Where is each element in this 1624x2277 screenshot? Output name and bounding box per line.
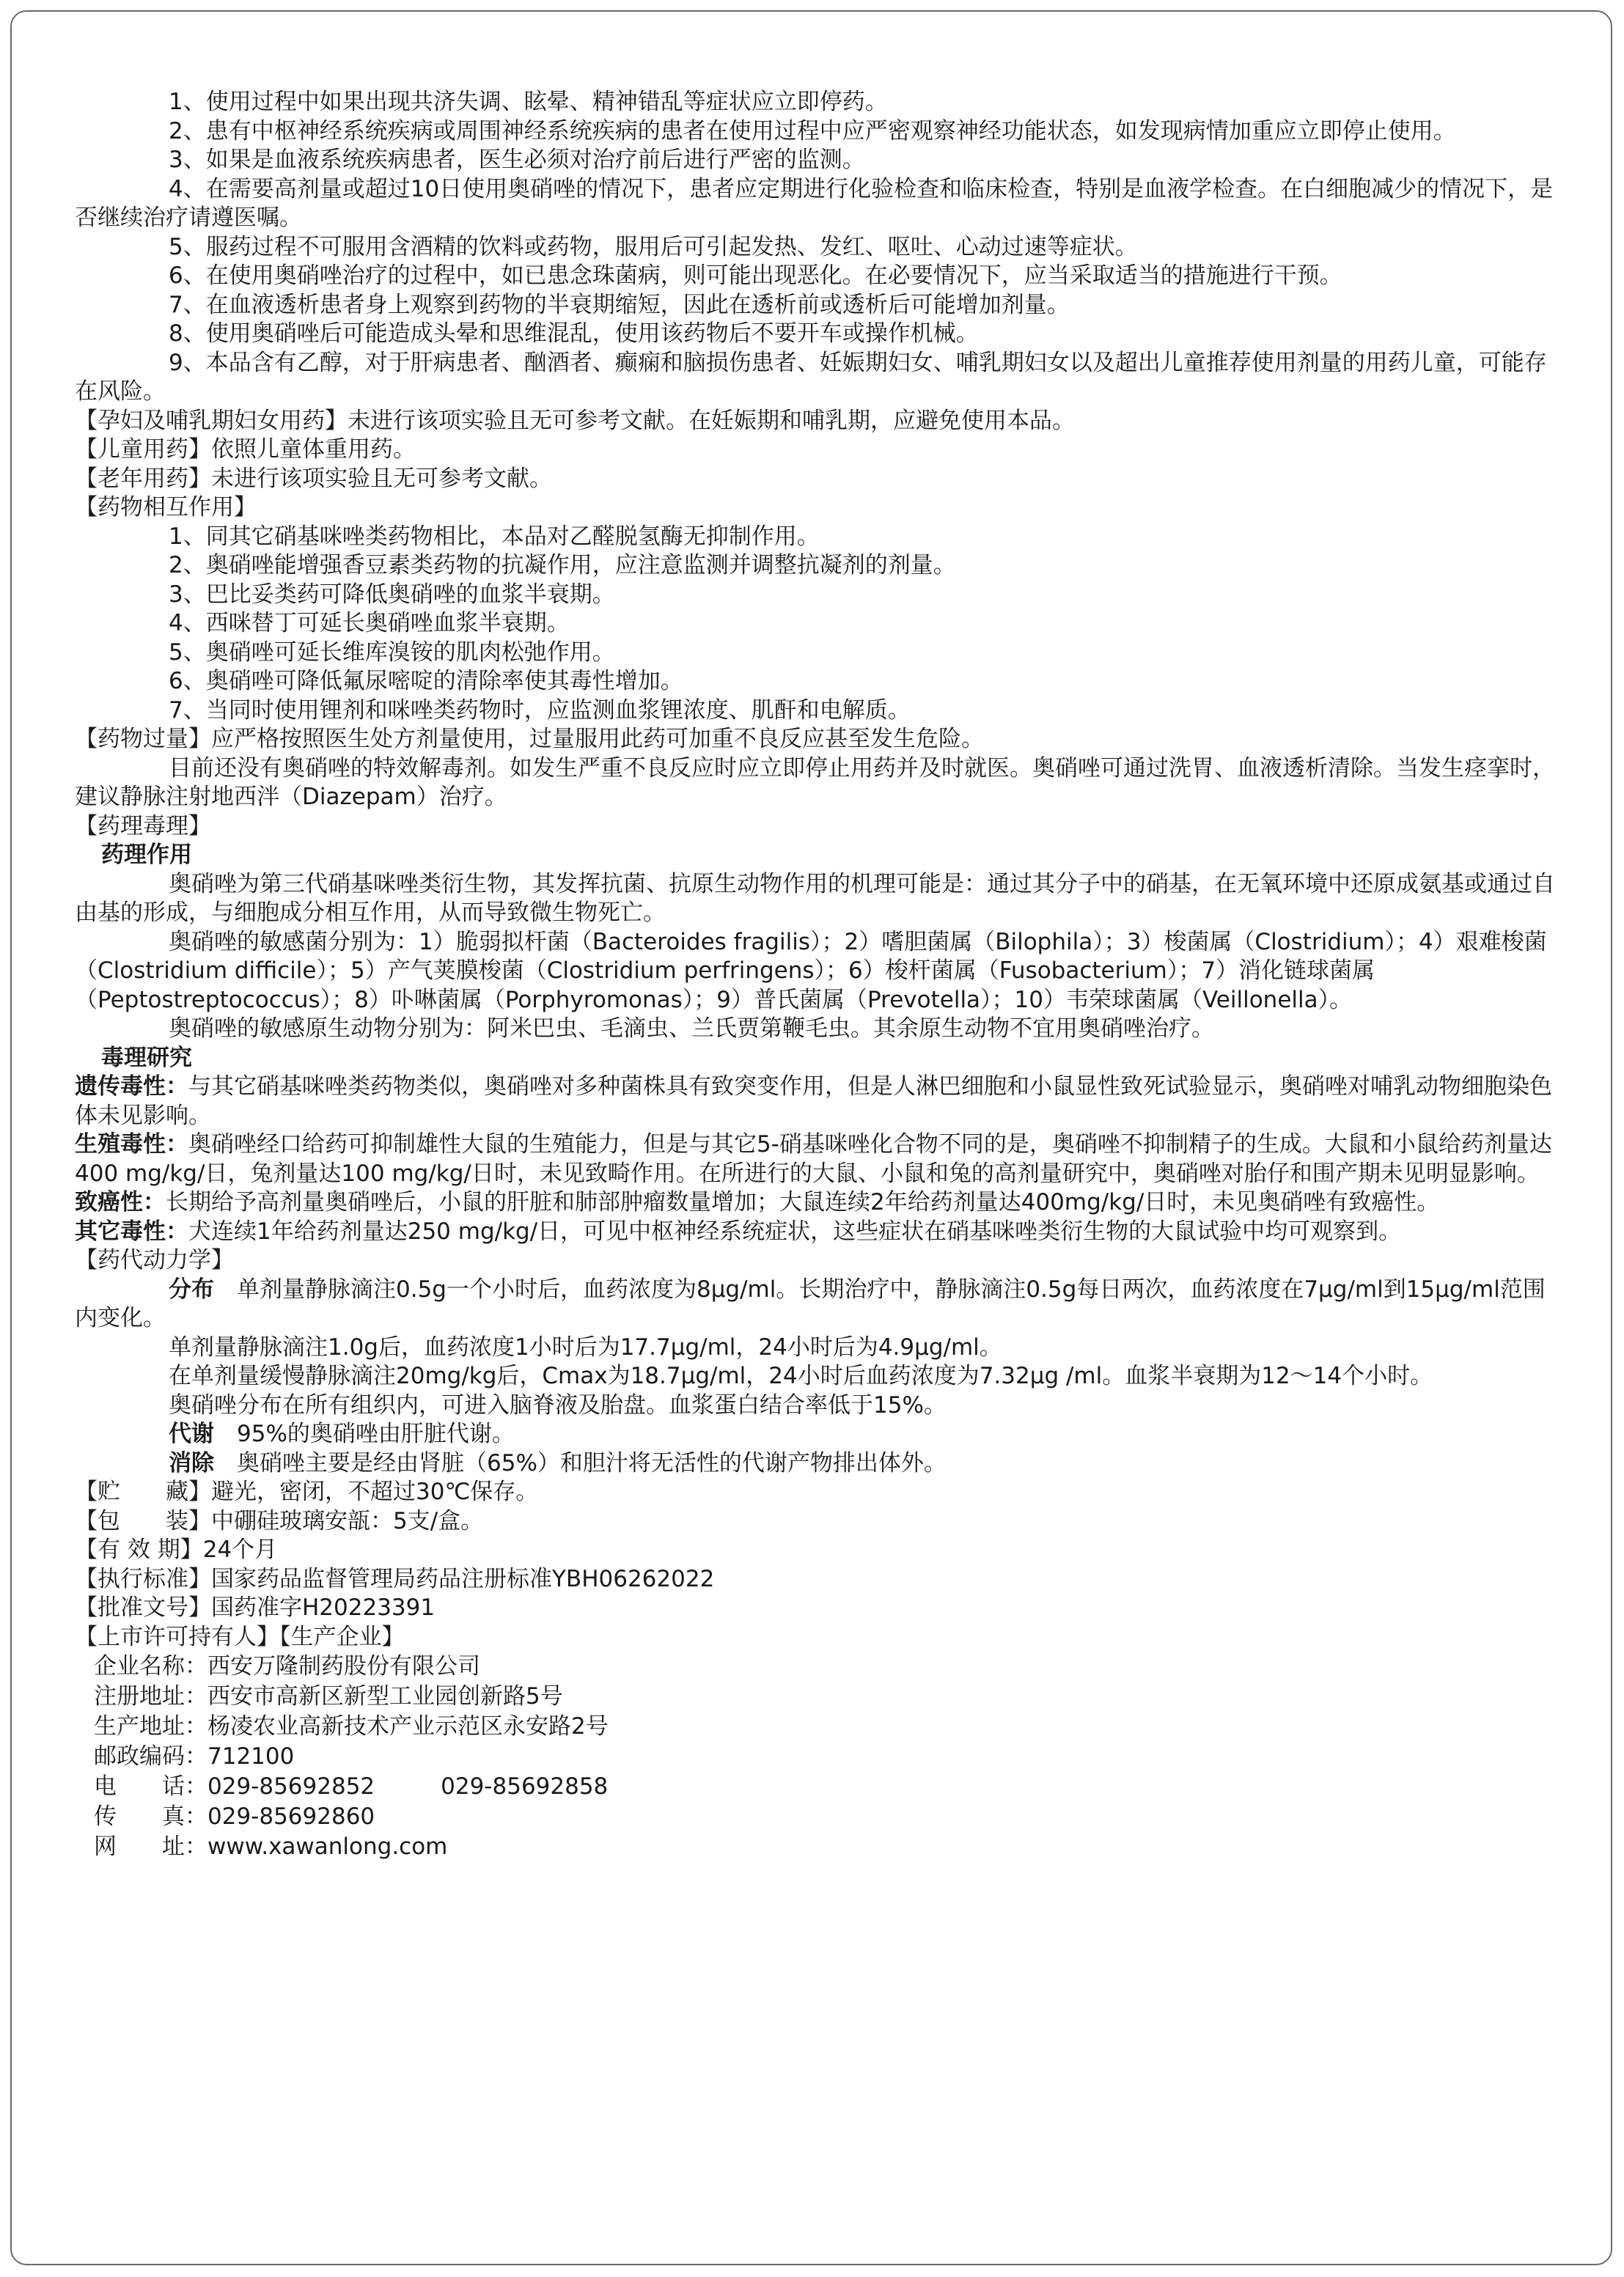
interaction-item: 5、奥硝唑可延长维库溴铵的肌肉松弛作用。 (169, 639, 615, 666)
section-text: 未进行该项实验且无可参考文献。 (211, 465, 552, 492)
production-address: 杨凌农业高新技术产业示范区永安路2号 (207, 1713, 609, 1740)
pharmacology-paragraph: 奥硝唑的敏感原生动物分别为：阿米巴虫、毛滴虫、兰氏贾第鞭毛虫。其余原生动物不宜用奥硝唑治疗。 (169, 1015, 1214, 1042)
warning-item: 9、本品含有乙醇，对于肝病患者、酗酒者、癫痫和脑损伤患者、妊娠期妇女、哺乳期妇女以及超出儿童推荐使用剂量的用药儿童，可能存在风险。 (75, 349, 1547, 405)
carcinogenicity-text: 长期给予高剂量奥硝唑后，小鼠的肝脏和肺部肿瘤数量增加；大鼠连续2年给药剂量达400mg/kg/日时，未见奥硝唑有致癌性。 (166, 1189, 1440, 1215)
pharmacology-heading: 【药理毒理】 (75, 812, 211, 839)
approval-section (75, 1594, 1567, 1623)
website-row (75, 1832, 1567, 1862)
warning-item: 6、在使用奥硝唑治疗的过程中，如已患念珠菌病，则可能出现恶化。在必要情况下，应当采取适当的措施进行干预。 (169, 262, 1342, 289)
pk-distribution-label: 分布 (169, 1276, 214, 1303)
section-label: 【儿童用药】 (75, 436, 211, 463)
pk-elimination (75, 1449, 1567, 1479)
toxicology-title: 毒理研究 (101, 1044, 192, 1071)
pk-metabolism (75, 1420, 1567, 1449)
section-text: 依照儿童体重用药。 (211, 436, 416, 463)
standard-section (75, 1565, 1567, 1594)
telephone-row (75, 1772, 1567, 1802)
section-label: 【有 效 期】 (75, 1537, 203, 1563)
telephone-2: 029-85692858 (441, 1773, 609, 1800)
info-label: 生产地址： (94, 1713, 207, 1740)
section-label: 【批准文号】 (75, 1594, 211, 1621)
section-label: 【贮 藏】 (75, 1479, 211, 1505)
warning-item: 4、在需要高剂量或超过10日使用奥硝唑的情况下，患者应定期进行化验检查和临床检查，特别是血液学检查。在白细胞减少的情况下，是否继续治疗请遵医嘱。 (75, 175, 1554, 231)
genetic-toxicity-label: 遗传毒性： (75, 1073, 188, 1100)
section-text: 国家药品监督管理局药品注册标准YBH06262022 (211, 1565, 715, 1592)
pk-metabolism-label: 代谢 (169, 1421, 214, 1447)
children-section (75, 435, 1567, 465)
validity-section (75, 1536, 1567, 1565)
pharmacology-action-title: 药理作用 (101, 842, 192, 868)
other-toxicity-label: 其它毒性： (75, 1218, 188, 1245)
section-text: 未进行该项实验且无可参考文献。在妊娠期和哺乳期，应避免使用本品。 (348, 407, 1075, 434)
pk-metabolism-text: 95%的奥硝唑由肝脏代谢。 (237, 1421, 515, 1447)
section-text: 24个月 (202, 1537, 278, 1563)
pk-paragraph: 在单剂量缓慢静脉滴注20mg/kg后，Cmax为18.7μg/ml，24小时后血药浓度为7.32μg /ml。血浆半衰期为12～14个小时。 (169, 1363, 1433, 1389)
section-label: 【老年用药】 (75, 465, 211, 492)
pk-elimination-text: 奥硝唑主要是经由肾脏（65%）和胆汁将无活性的代谢产物排出体外。 (237, 1449, 947, 1476)
fax-number: 029-85692860 (207, 1803, 375, 1830)
reproductive-toxicity-text: 奥硝唑经口给药可抑制雄性大鼠的生殖能力，但是与其它5-硝基咪唑化合物不同的是，奥硝唑不抑制精子的生成。大鼠和小鼠给药剂量达400 mg/kg/日，兔剂量达100 mg/kg/日时，未见致畸作用。在所进行的大鼠、小鼠和兔的高剂量研究中，奥硝唑对胎仔和围产期未见明显影响。 (75, 1131, 1552, 1187)
company-name-row (75, 1652, 1567, 1682)
interaction-item: 6、奥硝唑可降低氟尿嘧啶的清除率使其毒性增加。 (169, 668, 683, 694)
interaction-item: 7、当同时使用锂剂和咪唑类药物时，应监测血浆锂浓度、肌酐和电解质。 (169, 696, 911, 724)
registered-address: 西安市高新区新型工业园创新路5号 (207, 1683, 563, 1710)
section-text: 避光，密闭，不超过30℃保存。 (211, 1479, 539, 1505)
warning-item: 7、在血液透析患者身上观察到药物的半衰期缩短，因此在透析前或透析后可能增加剂量。 (169, 291, 1070, 318)
website-url: www.xawanlong.com (207, 1833, 448, 1860)
holder-heading: 【上市许可持有人】【生产企业】 (75, 1623, 405, 1650)
interaction-item: 4、西咪替丁可延长奥硝唑血浆半衰期。 (169, 610, 570, 636)
elderly-section (75, 465, 1567, 494)
section-label: 【药物过量】 (75, 726, 211, 752)
pharmacology-paragraph: 奥硝唑为第三代硝基咪唑类衍生物，其发挥抗菌、抗原生动物作用的机理可能是：通过其分子中的硝基，在无氧环境中还原成氨基或通过自由基的形成，与细胞成分相互作用，从而导致微生物死亡。 (75, 870, 1555, 926)
info-label: 网 址： (94, 1833, 207, 1860)
info-label: 注册地址： (94, 1683, 207, 1710)
pregnancy-section (75, 407, 1567, 436)
pk-paragraph: 单剂量静脉滴注1.0g后，血药浓度1小时后为17.7μg/ml，24小时后为4.9μg/ml。 (169, 1334, 1002, 1361)
interactions-heading: 【药物相互作用】 (75, 494, 257, 520)
pharmacology-paragraph: 奥硝唑的敏感菌分别为：1）脆弱拟杆菌（Bacteroides fragilis）；2）嗜胆菌属（Bilophila）；3）梭菌属（Clostridium）；4）艰难梭菌（Clostridium difficile）；5）产气荚膜梭菌（Clostridium perfringens）；6）梭杆菌属（Fusobacterium）；7）消化链球菌属（Peptostreptococcus）；8）卟啉菌属（Porphyromonas）；9）普氏菌属（Prevotella）；10）韦荣球菌属（Veillonella）。 (75, 928, 1547, 1013)
overdose-text-2: 目前还没有奥硝唑的特效解毒剂。如发生严重不良反应时应立即停止用药并及时就医。奥硝唑可通过洗胃、血液透析清除。当发生痉挛时，建议静脉注射地西泮（Diazepam）治疗。 (75, 754, 1555, 810)
production-address-row (75, 1712, 1567, 1742)
pk-paragraph: 奥硝唑分布在所有组织内，可进入脑脊液及胎盘。血浆蛋白结合率低于15%。 (169, 1391, 947, 1419)
genetic-toxicity (75, 1073, 1567, 1130)
reproductive-toxicity-label: 生殖毒性： (75, 1131, 188, 1158)
info-label: 邮政编码： (94, 1743, 207, 1770)
postal-code: 712100 (207, 1743, 295, 1770)
carcinogenicity-label: 致癌性： (75, 1189, 166, 1215)
warning-item: 1、使用过程中如果出现共济失调、眩晕、精神错乱等症状应立即停药。 (169, 89, 888, 115)
warning-item: 2、患有中枢神经系统疾病或周围神经系统疾病的患者在使用过程中应严密观察神经功能状态，如发现病情加重应立即停止使用。 (169, 117, 1456, 144)
pk-distribution-text: 单剂量静脉滴注0.5g一个小时后，血药浓度为8μg/ml。长期治疗中，静脉滴注0.5g每日两次，血药浓度在7μg/ml到15μg/ml范围内变化。 (75, 1276, 1546, 1331)
pk-distribution (75, 1276, 1567, 1334)
interaction-item: 1、同其它硝基咪唑类药物相比，本品对乙醛脱氢酶无抑制作用。 (169, 523, 820, 550)
company-name: 西安万隆制药股份有限公司 (207, 1653, 480, 1680)
genetic-toxicity-text: 与其它硝基咪唑类药物类似，奥硝唑对多种菌株具有致突变作用，但是人淋巴细胞和小鼠显性致死试验显示，奥硝唑对哺乳动物细胞染色体未见影响。 (75, 1073, 1552, 1129)
section-label: 【执行标准】 (75, 1565, 211, 1592)
pk-heading: 【药代动力学】 (75, 1247, 234, 1273)
interaction-item: 3、巴比妥类药可降低奥硝唑的血浆半衰期。 (169, 581, 615, 608)
registered-address-row (75, 1682, 1567, 1712)
warning-item: 3、如果是血液系统疾病患者，医生必须对治疗前后进行严密的监测。 (169, 147, 865, 173)
section-text: 应严格按照医生处方剂量使用，过量服用此药可加重不良反应甚至发生危险。 (211, 726, 984, 752)
telephone-1: 029-85692852 (207, 1773, 375, 1800)
reproductive-toxicity (75, 1130, 1567, 1188)
interaction-item: 2、奥硝唑能增强香豆素类药物的抗凝作用，应注意监测并调整抗凝剂的剂量。 (169, 552, 956, 578)
section-label: 【包 装】 (75, 1507, 211, 1534)
info-label: 企业名称： (94, 1653, 207, 1680)
storage-section (75, 1478, 1567, 1507)
warning-item: 5、服药过程不可服用含酒精的饮料或药物，服用后可引起发热、发红、呕吐、心动过速等症状。 (169, 233, 1138, 260)
other-toxicity-text: 犬连续1年给药剂量达250 mg/kg/日，可见中枢神经系统症状，这些症状在硝基咪唑类衍生物的大鼠试验中均可观察到。 (188, 1218, 1402, 1245)
package-section (75, 1507, 1567, 1537)
carcinogenicity (75, 1188, 1567, 1218)
info-label: 传 真： (94, 1803, 207, 1830)
fax-row (75, 1802, 1567, 1832)
overdose-section (75, 725, 1567, 754)
other-toxicity (75, 1218, 1567, 1247)
warning-item: 8、使用奥硝唑后可能造成头晕和思维混乱，使用该药物后不要开车或操作机械。 (169, 320, 979, 347)
section-text: 中硼硅玻璃安瓿：5支/盒。 (211, 1507, 484, 1534)
document-body (75, 88, 1567, 1862)
info-label: 电 话： (94, 1773, 207, 1800)
pk-elimination-label: 消除 (169, 1449, 214, 1476)
section-text: 国药准字H20223391 (211, 1594, 436, 1621)
section-label: 【孕妇及哺乳期妇女用药】 (75, 407, 348, 434)
postal-code-row (75, 1742, 1567, 1772)
